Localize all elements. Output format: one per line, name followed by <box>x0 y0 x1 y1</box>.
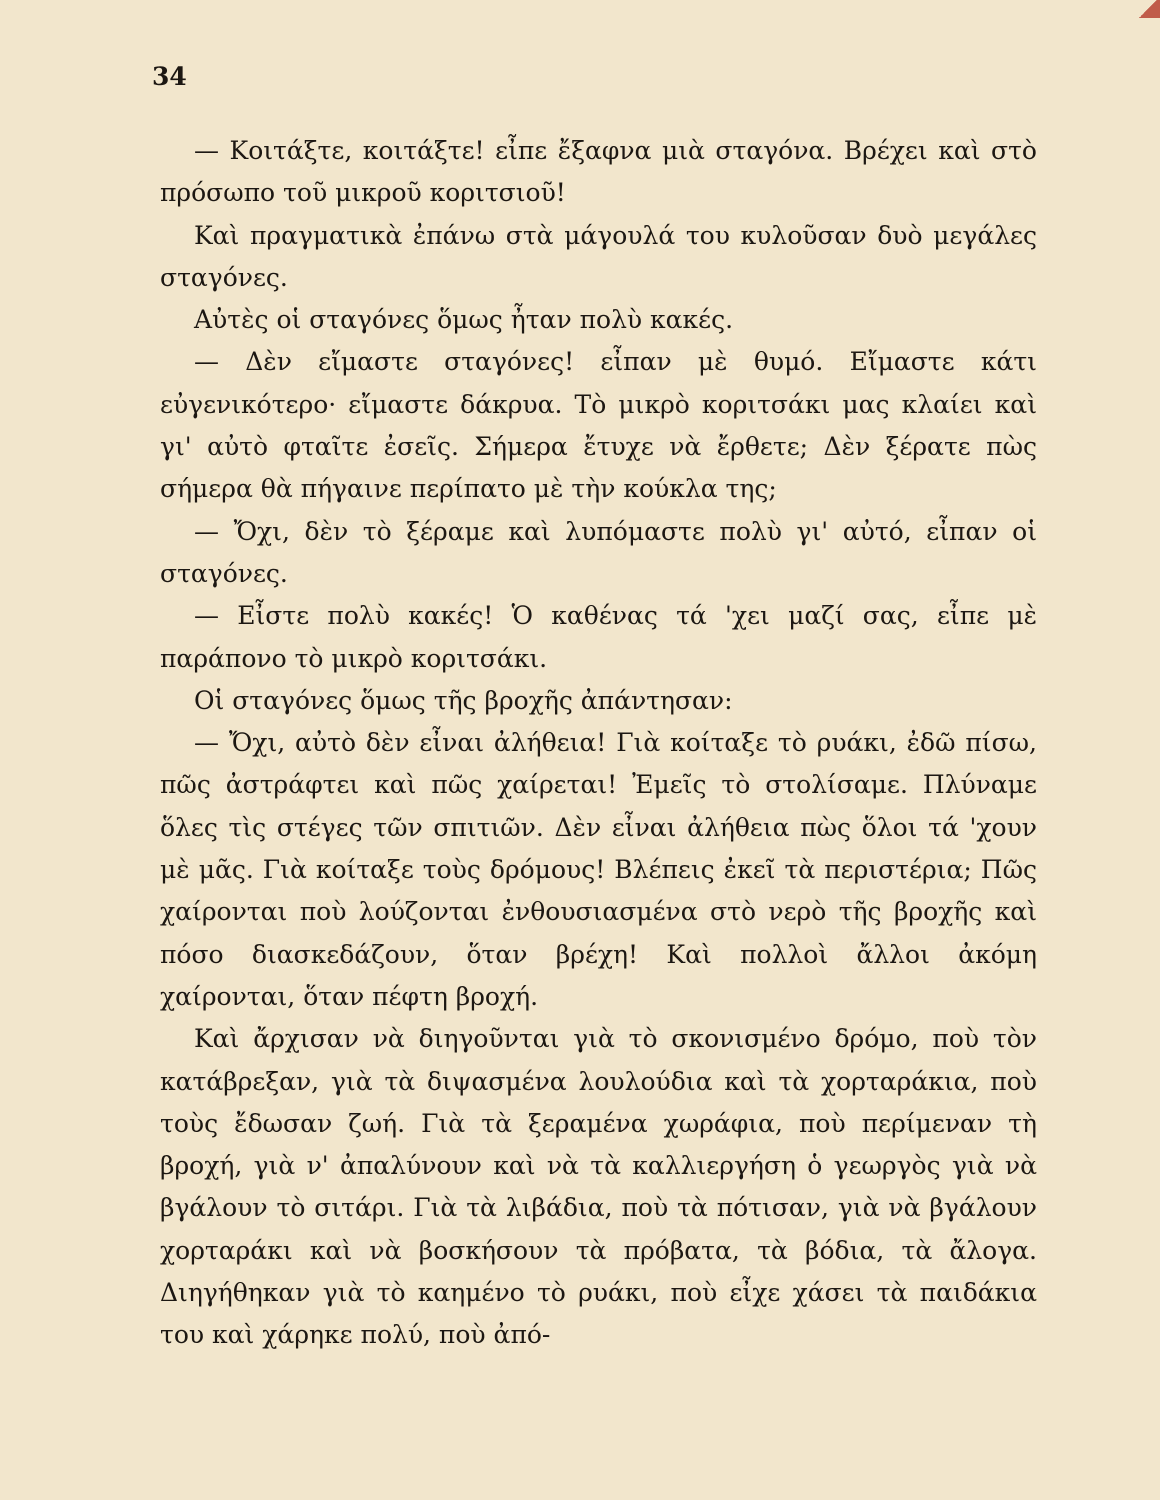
paragraph: — Ὄχι, αὐτὸ δὲν εἶναι ἀλήθεια! Γιὰ κοίταξε τὸ ρυάκι, ἐδῶ πίσω, πῶς ἀστράφτει καὶ πῶς χαίρεται! Ἐμεῖς τὸ στολίσαμε. Πλύναμε ὅλες τὶς στέγες τῶν σπιτιῶν. Δὲν εἶναι ἀλήθεια πὼς ὅλοι τά 'χουν μὲ μᾶς. Γιὰ κοίταξε τοὺς δρόμους! Βλέπεις ἐκεῖ τὰ περιστέρια; Πῶς χαίρονται ποὺ λούζονται ἐνθουσιασμένα στὸ νερὸ τῆς βροχῆς καὶ πόσο διασκεδάζουν, ὅταν βρέχη! Καὶ πολλοὶ ἄλλοι ἀκόμη χαίρονται, ὅταν πέφτη βροχή. <box>160 728 1037 1011</box>
paragraph: Αὐτὲς οἱ σταγόνες ὅμως ἦταν πολὺ κακές. <box>194 305 734 335</box>
paragraph: — Εἶστε πολὺ κακές! Ὁ καθένας τά 'χει μαζί σας, εἶπε μὲ παράπονο τὸ μικρὸ κοριτσάκι. <box>160 601 1037 673</box>
paragraph: Καὶ ἄρχισαν νὰ διηγοῦνται γιὰ τὸ σκονισμένο δρόμο, ποὺ τὸν κατάβρεξαν, γιὰ τὰ διψασμένα λουλούδια καὶ τὰ χορταράκια, ποὺ τοὺς ἔδωσαν ζωή. Γιὰ τὰ ξεραμένα χωράφια, ποὺ περίμεναν τὴ βροχή, γιὰ ν' ἀπαλύνουν καὶ νὰ τὰ καλλιεργήση ὁ γεωργὸς γιὰ νὰ βγάλουν τὸ σιτάρι. Γιὰ τὰ λιβάδια, ποὺ τὰ πότισαν, γιὰ νὰ βγάλουν χορταράκι καὶ νὰ βοσκήσουν τὰ πρόβατα, τὰ βόδια, τὰ ἄλογα. Διηγήθηκαν γιὰ τὸ καημένο τὸ ρυάκι, ποὺ εἶχε χάσει τὰ παιδάκια του καὶ χάρηκε πολύ, ποὺ ἀπό- <box>160 1024 1037 1350</box>
page-number: 34 <box>152 62 187 91</box>
paragraph: Οἱ σταγόνες ὅμως τῆς βροχῆς ἀπάντησαν: <box>194 685 733 715</box>
page-edge-mark <box>1136 0 1160 18</box>
paragraph: — Κοιτάξτε, κοιτάξτε! εἶπε ἔξαφνα μιὰ σταγόνα. Βρέχει καὶ στὸ πρόσωπο τοῦ μικροῦ κοριτσιοῦ! <box>160 136 1037 208</box>
body-text <box>160 130 1037 1357</box>
paragraph: Καὶ πραγματικὰ ἐπάνω στὰ μάγουλά του κυλοῦσαν δυὸ μεγάλες σταγόνες. <box>160 220 1037 292</box>
paragraph: — Δὲν εἴμαστε σταγόνες! εἶπαν μὲ θυμό. Εἴμαστε κάτι εὐγενικότερο· εἴμαστε δάκρυα. Τὸ μικρὸ κοριτσάκι μας κλαίει καὶ γι' αὐτὸ φταῖτε ἐσεῖς. Σήμερα ἔτυχε νὰ ἔρθετε; Δὲν ξέρατε πὼς σήμερα θὰ πήγαινε περίπατο μὲ τὴν κούκλα της; <box>160 347 1037 504</box>
paragraph: — Ὄχι, δὲν τὸ ξέραμε καὶ λυπόμαστε πολὺ γι' αὐτό, εἶπαν οἱ σταγόνες. <box>160 516 1037 588</box>
